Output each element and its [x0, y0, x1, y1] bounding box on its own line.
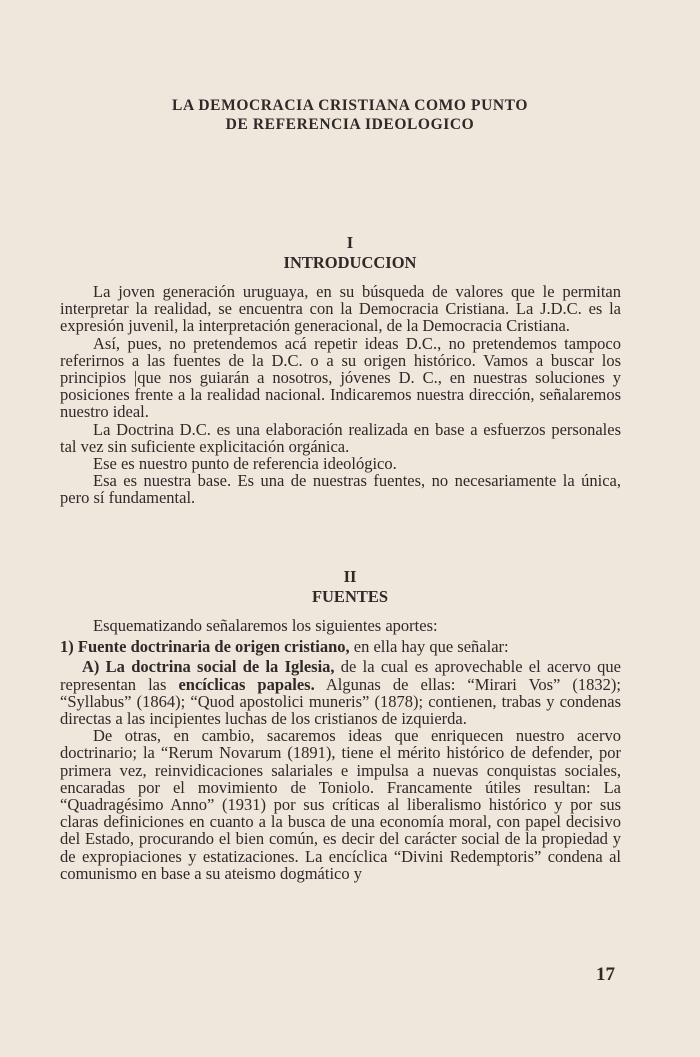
sub-item-text-continued: Algunas de ellas: “Mirari Vos” (1832); “Syllabus” (1864); “Quod apostolici muneris” (1878); contienen, trabas y condenas directas a las incipientes luchas de los cristianos de izquierda.: [60, 674, 622, 729]
sub-item-heading: A) La doctrina social de la Iglesia,: [82, 657, 335, 677]
paragraph: De otras, en cambio, sacaremos ideas que enriquecen nuestro acervo doctrinario; la “Rerum Novarum (1891), tiene el mérito histórico de defender, por primera vez, reinvidicaciones salariales e impulsa a nuevas conquistas sociales, encaradas por el movimiento de Toniolo. Francamente útiles resultan: La “Quadragésimo Anno” (1931) por sus críticas al liberalismo histórico y por sus claras definiciones en cuanto a la busca de una economía moral, con papel decisivo del Estado, procurando el bien común, es decir del carácter social de la propiedad y de expropiaciones y estatizaciones. La encíclica “Divini Redemptoris” condena al comunismo en base a su ateismo dogmático y: [60, 726, 621, 883]
list-item-heading: 1) Fuente doctrinaria de origen cristiano,: [60, 637, 350, 657]
paragraph: La joven generación uruguaya, en su búsqueda de valores que le permitan interpretar la realidad, se encuentra con la Democracia Cristiana. La J.D.C. es la expresión juvenil, la interpretación generacional, de la Democracia Cristiana.: [60, 282, 621, 336]
sub-item-emphasis: encíclicas papales.: [178, 674, 315, 694]
section-1-number: I: [346, 233, 354, 252]
paragraph: Esa es nuestra base. Es una de nuestras fuentes, no necesariamente la única, pero sí fundamental.: [60, 471, 621, 508]
introduction-text: [60, 283, 621, 507]
chapter-title-line-2: DE REFERENCIA IDEOLOGICO: [225, 116, 475, 133]
fuentes-text: [60, 617, 621, 882]
section-2-number: II: [343, 567, 357, 586]
paragraph: Así, pues, no pretendemos acá repetir ideas D.C., no pretendemos tampoco referirnos a las fuentes de la D.C. o a su origen histórico. Vamos a buscar los principios |que nos guiarán a nosotros, jóvenes D. C., en nuestras soluciones y posiciones frente a la realidad nacional. Indicaremos nuestra dirección, señalaremos nuestro ideal.: [60, 333, 621, 422]
section-1-title: INTRODUCCION: [283, 253, 417, 272]
page-number: 17: [596, 964, 615, 985]
chapter-title-line-1: LA DEMOCRACIA CRISTIANA COMO PUNTO: [172, 97, 528, 114]
section-2-title: FUENTES: [311, 587, 389, 606]
list-item: [60, 638, 621, 655]
paragraph: Ese es nuestro punto de referencia ideológico.: [93, 454, 397, 474]
sub-item-text: de la cual es aprovechable el acervo que representan las: [60, 657, 622, 694]
sub-item: [60, 658, 621, 727]
lead-paragraph: Esquematizando señalaremos los siguientes aportes:: [93, 616, 438, 635]
chapter-title: [0, 96, 700, 134]
paragraph: La Doctrina D.C. es una elaboración realizada en base a esfuerzos personales tal vez sin suficiente explicitación orgánica.: [60, 419, 621, 456]
section-1-heading: [0, 233, 700, 273]
section-2-heading: [0, 567, 700, 607]
list-item-text: en ella hay que señalar:: [349, 637, 509, 657]
